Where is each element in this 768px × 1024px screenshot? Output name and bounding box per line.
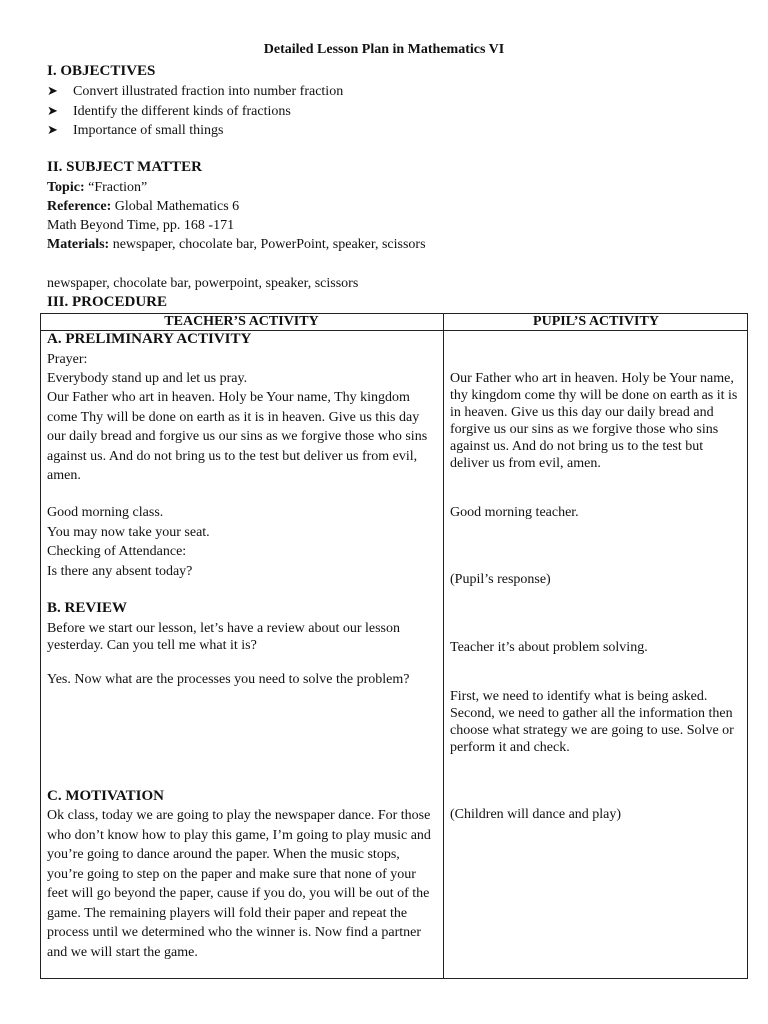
objective-item: ➤ Convert illustrated fraction into number fraction — [47, 83, 344, 99]
teacher-activity-header: TEACHER’S ACTIVITY — [164, 314, 319, 329]
pupil-text: Good morning teacher. — [450, 505, 579, 520]
pupil-activity-header: PUPIL’S ACTIVITY — [533, 314, 659, 329]
teacher-text: Yes. Now what are the processes you need to solve the problem? — [47, 672, 410, 687]
reference-label: Reference: — [47, 199, 112, 214]
topic-line — [47, 178, 147, 197]
objective-item: ➤ Importance of small things — [47, 122, 224, 138]
objectives-heading: I. OBJECTIVES — [47, 63, 156, 79]
procedure-heading: III. PROCEDURE — [47, 294, 168, 310]
document-title: Detailed Lesson Plan in Mathematics VI — [263, 42, 505, 57]
motivation-heading: C. MOTIVATION — [47, 788, 164, 804]
reference-line-2: Math Beyond Time, pp. 168 -171 — [47, 218, 235, 233]
materials-line — [47, 235, 426, 254]
materials-repeat: newspaper, chocolate bar, powerpoint, speaker, scissors — [47, 276, 359, 291]
pupil-text: Teacher it’s about problem solving. — [450, 640, 648, 655]
teacher-text: You may now take your seat. — [47, 525, 210, 540]
table-column-divider — [443, 313, 444, 979]
objective-item: ➤ Identify the different kinds of fractions — [47, 103, 291, 119]
arrowhead-bullet-icon: ➤ — [47, 83, 58, 98]
reference-line — [47, 197, 239, 216]
teacher-text: Before we start our lesson, let’s have a review about our lesson yesterday. Can you tell me what it is? — [47, 621, 401, 653]
teacher-text: Our Father who art in heaven. Holy be Your name, Thy kingdom come Thy will be done on earth as it is in heaven. Give us this day our daily bread and forgive us our sins as we forgive those who sins against us. And do not bring us to the test but deliver us from evil, amen. — [47, 390, 428, 483]
topic-value: “Fraction” — [84, 180, 148, 195]
teacher-text: Is there any absent today? — [47, 564, 193, 579]
materials-value: newspaper, chocolate bar, PowerPoint, speaker, scissors — [109, 237, 426, 252]
pupil-text: (Children will dance and play) — [450, 807, 622, 822]
teacher-text: Ok class, today we are going to play the newspaper dance. For those who don’t know how to play this game, I’m going to play music and you’re going to dance around the paper. When the music stops, you’re going to step on the paper and make sure that none of your feet will go beyond the paper, cause if you do, you will be out of the game. The remaining players will fold their paper and repeat the process until we determined who the winner is. Now find a partner and we will start the game. — [47, 808, 431, 960]
topic-label: Topic: — [47, 180, 85, 195]
teacher-text: Good morning class. — [47, 505, 164, 520]
teacher-text: Checking of Attendance: — [47, 544, 187, 559]
pupil-text: First, we need to identify what is being asked. Second, we need to gather all the information then choose what strategy we are going to use. Solve or perform it and check. — [450, 689, 734, 755]
subject-matter-heading: II. SUBJECT MATTER — [47, 159, 202, 175]
pupil-text: Our Father who art in heaven. Holy be Your name, thy kingdom come thy will be done on earth as it is in heaven. Give us this day our daily bread and forgive us our sins as we forgive those who sins against us. And do not bring us to the test but deliver us from evil, amen. — [450, 371, 738, 471]
pupil-text: (Pupil’s response) — [450, 572, 551, 587]
materials-label: Materials: — [47, 237, 110, 252]
teacher-text: Everybody stand up and let us pray. — [47, 371, 248, 386]
preliminary-heading: A. PRELIMINARY ACTIVITY — [47, 331, 252, 347]
review-heading: B. REVIEW — [47, 600, 128, 616]
arrowhead-bullet-icon: ➤ — [47, 103, 58, 118]
arrowhead-bullet-icon: ➤ — [47, 122, 58, 137]
reference-value: Global Mathematics 6 — [111, 199, 240, 214]
teacher-text: Prayer: — [47, 352, 88, 367]
